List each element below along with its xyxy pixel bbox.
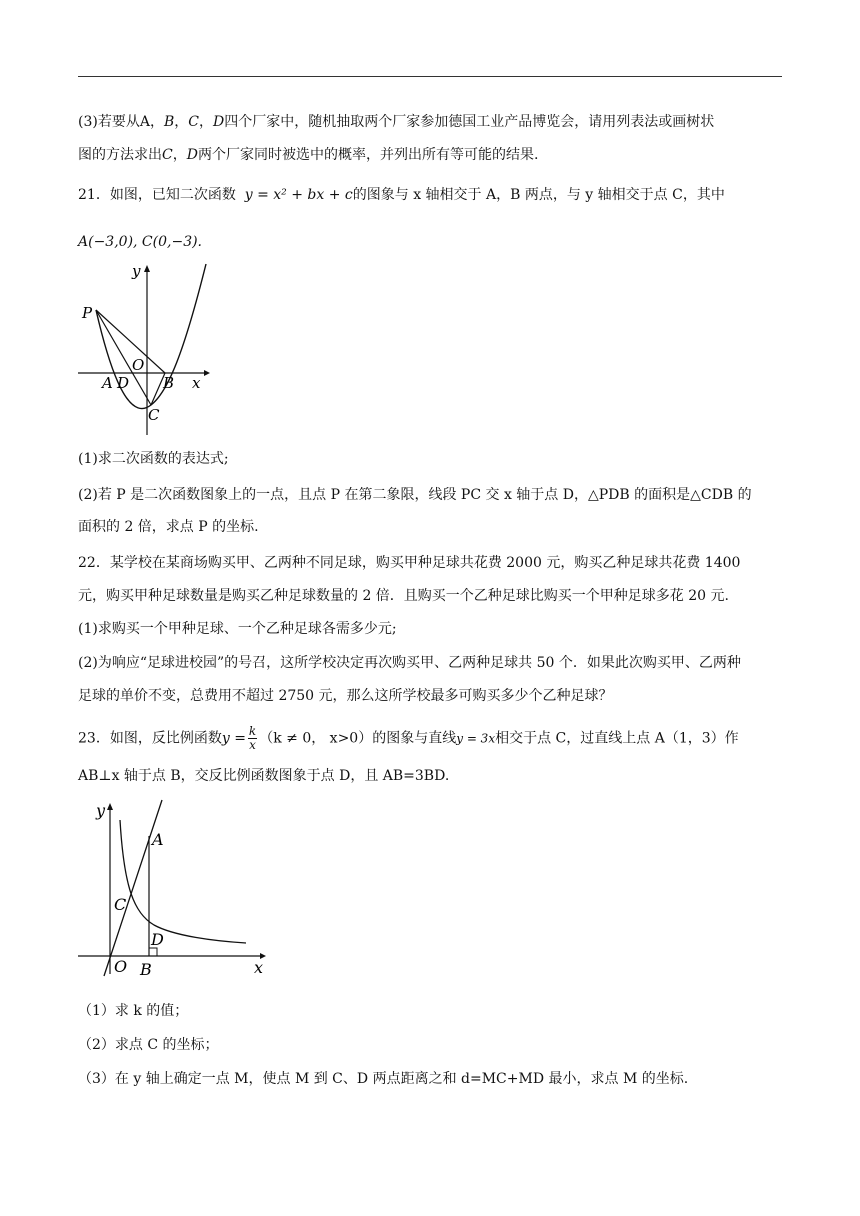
q22-line2: 元，购买甲种足球数量是购买乙种足球数量的 2 倍．且购买一个乙种足球比购买一个甲种足球多花 20 元. [78,588,729,604]
q21-fig-label-x: x [192,374,201,392]
q21-part2-line2: 面积的 2 倍，求点 P 的坐标. [78,519,259,535]
q21-part1: (1)求二次函数的表达式; [78,451,229,467]
q23-stem: 23．如图，反比例函数y = $\frac{k}{x}$ （k ≠ 0， x>0）的图象与直线y = 3x相交于点 C，过直线上点 A（1，3）作 [78,724,739,752]
q21-fig-label-D: D [117,374,130,392]
q22-line1: 22．某学校在某商场购买甲、乙两种不同足球，购买甲种足球共花费 2000 元，购买乙种足球共花费 1400 [78,555,741,571]
q23-fig-label-A: A [152,830,164,849]
q22-part2-line1: (2)为响应“足球进校园”的号召，这所学校决定再次购买甲、乙两种足球共 50 个．如果此次购买甲、乙两种 [78,655,741,671]
q21-fig-label-y: y [132,262,141,280]
q21-formula: y = x² + bx + c [244,187,353,203]
header-rule [78,76,782,77]
q20-part3-line2: 图的方法求出C，D两个厂家同时被选中的概率，并列出所有等可能的结果. [78,147,539,163]
q23-inverse-function-figure [74,798,274,978]
q21-points: A(−3,0), C(0,−3). [78,234,203,250]
q20-part3-line1: (3)若要从A，B，C，D四个厂家中，随机抽取两个厂家参加德国工业产品博览会，请用列表法或画树状 [78,114,715,130]
q21-fig-label-B: B [163,374,175,392]
q23-part1: （1）求 k 的值； [78,1003,189,1019]
q23-fig-label-O: O [114,957,128,976]
q21-stem: 21．如图，已知二次函数 y = x² + bx + c的图象与 x 轴相交于 A，B 两点，与 y 轴相交于点 C，其中 [78,187,725,203]
q23-fig-label-B: B [140,960,152,978]
q23-fig-label-y: y [96,801,106,820]
q21-fig-label-A: A [102,374,113,392]
q23-fig-label-x: x [254,958,264,977]
q23-fig-label-C: C [114,895,127,914]
q21-fig-label-P: P [82,304,93,322]
q21-parabola-figure [76,262,226,438]
q23-fig-label-D: D [151,930,164,949]
q21-fig-label-O: O [132,356,145,374]
q21-part2-line1: (2)若 P 是二次函数图象上的一点，且点 P 在第二象限，线段 PC 交 x 轴于点 D，△PDB 的面积是△CDB 的 [78,487,752,503]
q22-part2-line2: 足球的单价不变，总费用不超过 2750 元，那么这所学校最多可购买多少个乙种足球？ [78,688,613,704]
q23-part2: （2）求点 C 的坐标； [78,1037,219,1053]
q23-line2: AB⊥x 轴于点 B，交反比例函数图象于点 D，且 AB=3BD. [78,768,450,784]
q23-fraction: $\frac{k}{x}$ [248,724,257,752]
q22-part1: (1)求购买一个甲种足球、一个乙种足球各需多少元; [78,621,397,637]
q23-part3: （3）在 y 轴上确定一点 M，使点 M 到 C、D 两点距离之和 d=MC+MD 最小，求点 M 的坐标. [78,1071,689,1087]
q21-fig-label-C: C [148,406,160,424]
